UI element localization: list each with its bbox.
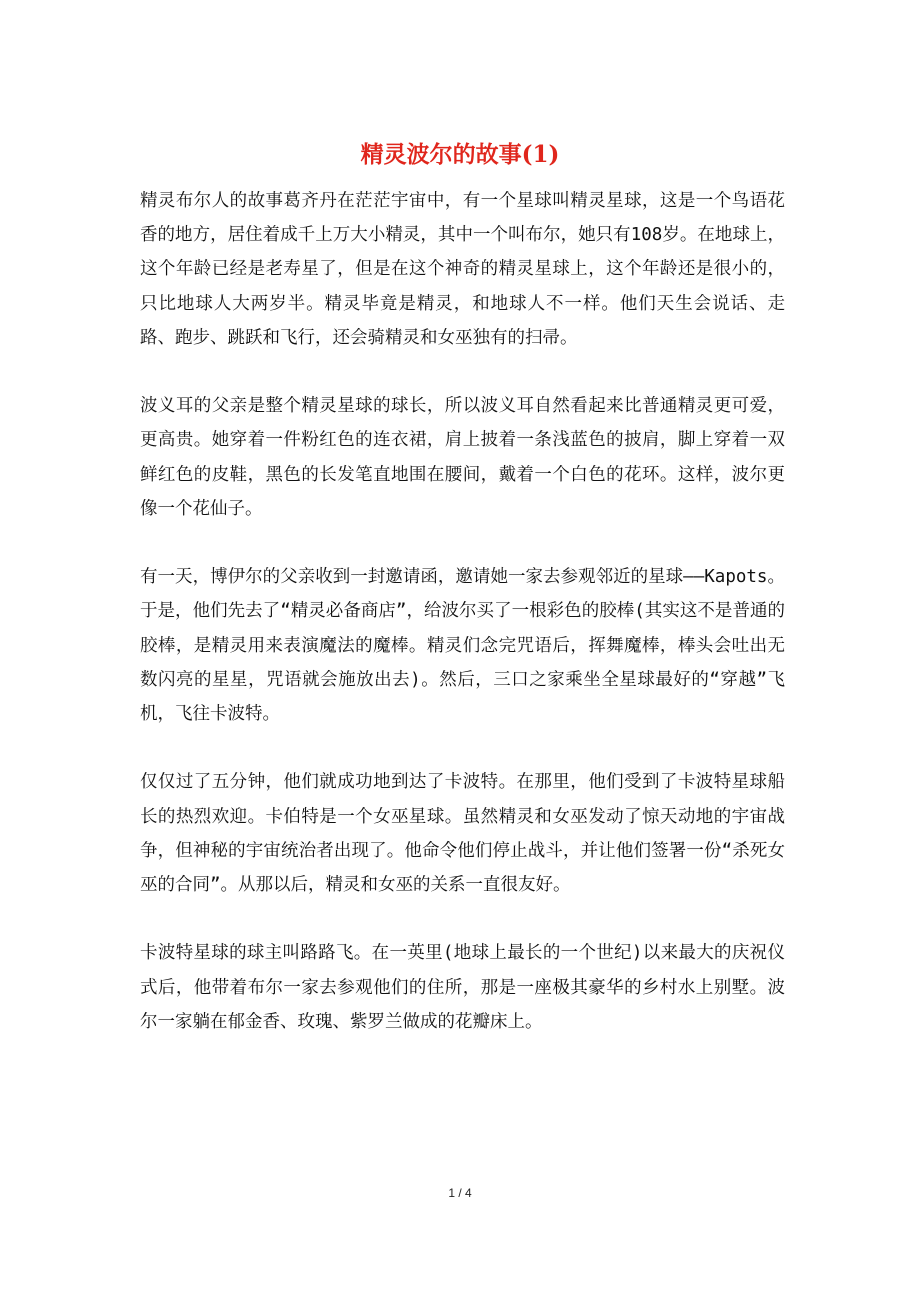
paragraph-2: 波义耳的父亲是整个精灵星球的球长，所以波义耳自然看起来比普通精灵更可爱，更高贵。她穿着一件粉红色的连衣裙，肩上披着一条浅蓝色的披肩，脚上穿着一双鲜红色的皮鞋，黑色的长发笔直地围在腰间，戴着一个白色的花环。这样，波尔更像一个花仙子。 [140, 396, 785, 519]
paragraph-3: 有一天，博伊尔的父亲收到一封邀请函，邀请她一家去参观邻近的星球——Kapots。于是，他们先去了“精灵必备商店”，给波尔买了一根彩色的胶棒(其实这不是普通的胶棒，是精灵用来表演魔法的魔棒。精灵们念完咒语后，挥舞魔棒，棒头会吐出无数闪亮的星星，咒语就会施放出去)。然后，三口之家乘坐全星球最好的“穿越”飞机，飞往卡波特。 [140, 567, 785, 725]
paragraph-5: 卡波特星球的球主叫路路飞。在一英里(地球上最长的一个世纪)以来最大的庆祝仪式后，他带着布尔一家去参观他们的住所，那是一座极其豪华的乡村水上别墅。波尔一家躺在郁金香、玫瑰、紫罗兰做成的花瓣床上。 [140, 943, 785, 1032]
document-body [140, 184, 785, 1073]
paragraph-1: 精灵布尔人的故事葛齐丹在茫茫宇宙中，有一个星球叫精灵星球，这是一个鸟语花香的地方，居住着成千上万大小精灵，其中一个叫布尔，她只有108岁。在地球上，这个年龄已经是老寿星了，但是在这个神奇的精灵星球上，这个年龄还是很小的，只比地球人大两岁半。精灵毕竟是精灵，和地球人不一样。他们天生会说话、走路、跑步、跳跃和飞行，还会骑精灵和女巫独有的扫帚。 [140, 191, 785, 348]
document-title: 精灵波尔的故事(1) [360, 141, 560, 168]
page-number: 1 / 4 [448, 1186, 472, 1200]
paragraph-4: 仅仅过了五分钟，他们就成功地到达了卡波特。在那里，他们受到了卡波特星球船长的热烈欢迎。卡伯特是一个女巫星球。虽然精灵和女巫发动了惊天动地的宇宙战争，但神秘的宇宙统治者出现了。他命令他们停止战斗，并让他们签署一份“杀死女巫的合同”。从那以后，精灵和女巫的关系一直很友好。 [140, 772, 785, 896]
